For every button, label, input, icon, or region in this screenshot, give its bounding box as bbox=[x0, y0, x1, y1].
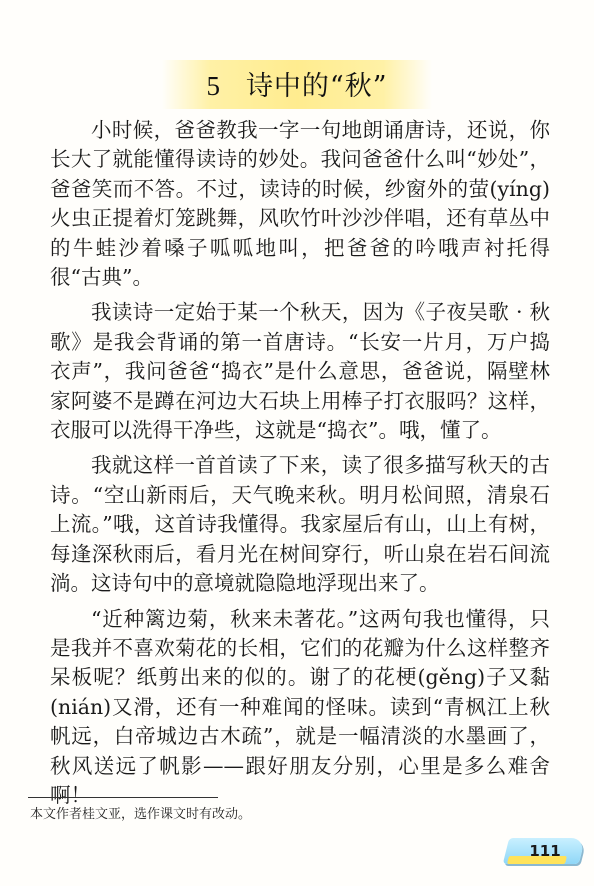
page-number: 111 bbox=[529, 842, 561, 860]
paragraph-4: “近种篱边菊，秋来未著花。”这两句我也懂得，只是我并不喜欢菊花的长相，它们的花瓣为什么这样整齐呆板呢？纸剪出来的似的。谢了的花梗(gěng)子又黏(nián)又滑，还有一种难闻的怪味。读到“青枫江上秋帆远，白帝城边古木疏”，就是一幅清淡的水墨画了，秋风送远了帆影——跟好朋友分别，心里是多么难舍啊！ bbox=[50, 606, 550, 807]
title-highlight-bar bbox=[162, 60, 431, 109]
footnote: 本文作者桂文亚，选作课文时有改动。 bbox=[30, 807, 252, 822]
paragraph-3: 我就这样一首首读了下来，读了很多描写秋天的古诗。“空山新雨后，天气晚来秋。明月松间照，清泉石上流。”哦，这首诗我懂得。我家屋后有山，山上有树，每逢深秋雨后，看月光在树间穿行，听山泉在岩石间流淌。这诗句中的意境就隐隐地浮现出来了。 bbox=[50, 453, 550, 596]
lesson-number: 5 bbox=[206, 71, 220, 101]
paragraph-1: 小时候，爸爸教我一字一句地朗诵唐诗，还说，你长大了就能懂得读诗的妙处。我问爸爸什么叫“妙处”，爸爸笑而不答。不过，读诗的时候，纱窗外的萤(yíng)火虫正提着灯笼跳舞，风吹竹叶沙沙伴唱，还有草丛中的牛蛙沙着嗓子呱呱地叫，把爸爸的吟哦声衬托得很“古典”。 bbox=[50, 118, 550, 290]
paragraph-2: 我读诗一定始于某一个秋天，因为《子夜吴歌 · 秋歌》是我会背诵的第一首唐诗。“长安一片月，万户捣衣声”，我问爸爸“捣衣”是什么意思，爸爸说，隔壁林家阿婆不是蹲在河边大石块上用棒子打衣服吗？这样，衣服可以洗得干净些，这就是“捣衣”。哦，懂了。 bbox=[50, 300, 550, 443]
lesson-title: 诗中的“秋” bbox=[245, 71, 388, 102]
lesson-body bbox=[50, 116, 550, 816]
footnote-divider bbox=[28, 797, 218, 798]
lesson-header bbox=[0, 60, 594, 109]
